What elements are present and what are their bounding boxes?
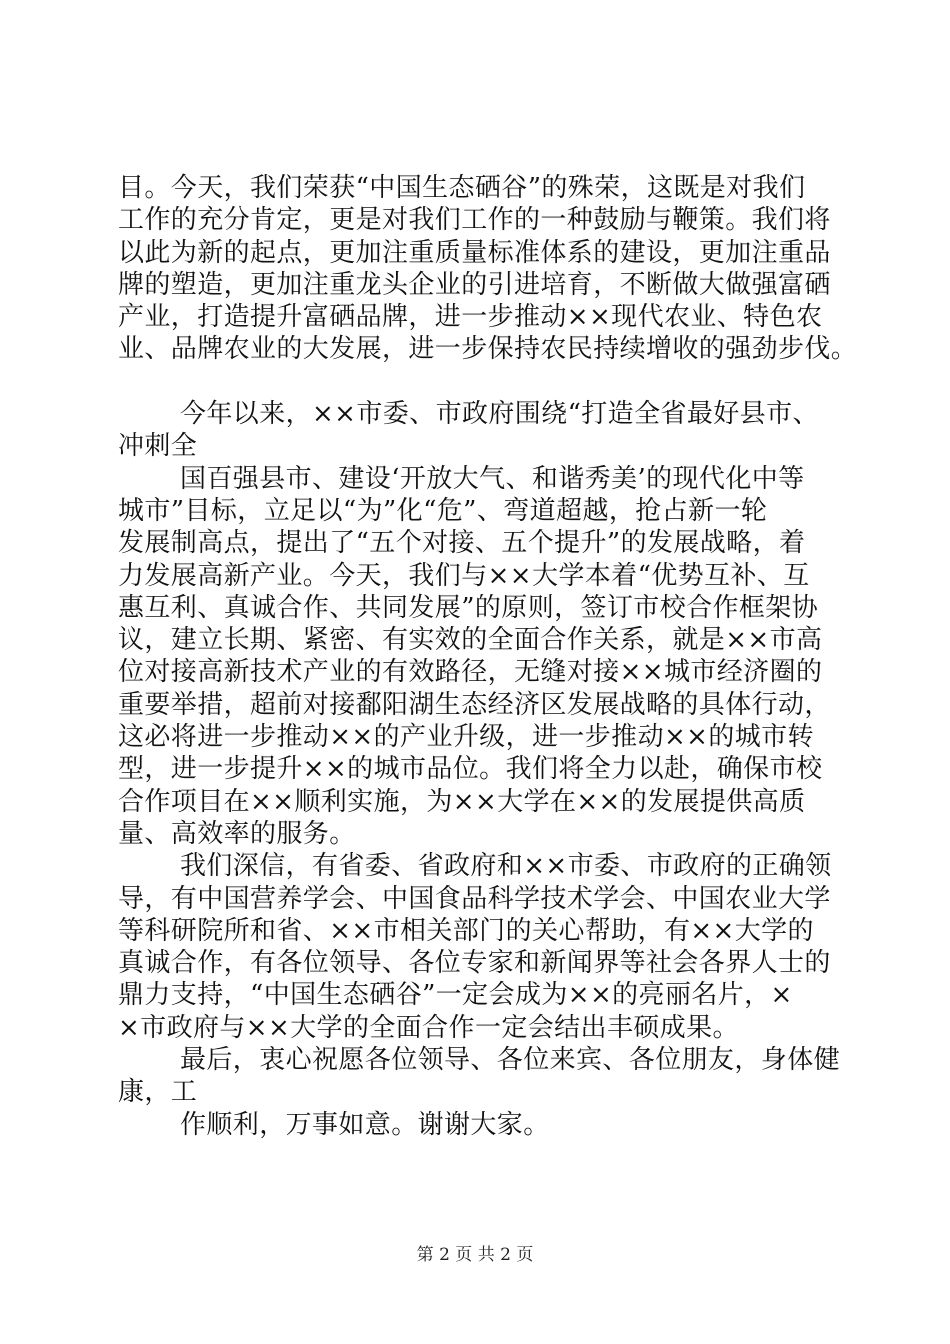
paragraph-spacer bbox=[118, 366, 838, 398]
text-line: 以此为新的起点，更加注重质量标准体系的建设，更加注重品 bbox=[118, 237, 831, 268]
paragraph-block-5 bbox=[118, 1044, 841, 1109]
paragraph-block-2 bbox=[118, 398, 838, 463]
text-line: 冲刺全 bbox=[118, 431, 198, 462]
text-line: 目。今天，我们荣获“中国生态硒谷”的殊荣，这既是对我们 bbox=[118, 173, 806, 203]
text-line: 真诚合作，有各位领导、各位专家和新闻界等社会各界人士的 bbox=[118, 948, 831, 979]
text-line: 位对接高新技术产业的有效路径，无缝对接××城市经济圈的 bbox=[118, 657, 823, 688]
text-line: 产业，打造提升富硒品牌，进一步推动××现代农业、特色农 bbox=[118, 302, 823, 333]
paragraph-block-1 bbox=[118, 172, 858, 366]
text-line: 合作项目在××顺利实施，为××大学在××的发展提供高质 bbox=[118, 786, 806, 817]
text-line: 发展制高点，提出了“五个对接、五个提升”的发展战略，着 bbox=[118, 528, 806, 559]
text-line: ×市政府与××大学的全面合作一定会结出丰硕成果。 bbox=[118, 1012, 739, 1043]
text-line: 惠互利、真诚合作、共同发展”的原则，签订市校合作框架协 bbox=[118, 592, 819, 623]
text-line: 议，建立长期、紧密、有实效的全面合作关系，就是××市高 bbox=[118, 625, 823, 656]
text-line: 等科研院所和省、××市相关部门的关心帮助，有××大学的 bbox=[118, 915, 814, 946]
text-line: 最后，衷心祝愿各位领导、各位来宾、各位朋友，身体健 bbox=[180, 1045, 841, 1076]
text-line: 我们深信，有省委、省政府和××市委、市政府的正确领 bbox=[180, 851, 832, 882]
paragraph-block-6 bbox=[118, 1109, 838, 1141]
text-line: 城市”目标，立足以“为”化“危”、弯道超越，抢占新一轮 bbox=[118, 495, 768, 526]
text-line: 今年以来，××市委、市政府围绕“打造全省最好县市、 bbox=[180, 399, 819, 430]
text-line: 力发展高新产业。今天，我们与××大学本着“优势互补、互 bbox=[118, 560, 810, 591]
document-body bbox=[118, 172, 858, 1141]
text-line: 这必将进一步推动××的产业升级，进一步推动××的城市转 bbox=[118, 722, 814, 753]
text-line: 康，工 bbox=[118, 1077, 198, 1108]
paragraph-block-3 bbox=[118, 463, 838, 851]
text-line: 工作的充分肯定，更是对我们工作的一种鼓励与鞭策。我们将 bbox=[118, 205, 831, 236]
text-line: 重要举措，超前对接鄱阳湖生态经济区发展战略的具体行动， bbox=[118, 689, 831, 720]
text-line: 鼎力支持，“中国生态硒谷”一定会成为××的亮丽名片，× bbox=[118, 980, 793, 1011]
text-line: 业、品牌农业的大发展，进一步保持农民持续增收的强劲步伐。 bbox=[118, 334, 858, 365]
text-line: 型，进一步提升××的城市品位。我们将全力以赴，确保市校 bbox=[118, 754, 823, 785]
text-line: 量、高效率的服务。 bbox=[118, 818, 356, 849]
paragraph-block-4 bbox=[118, 850, 838, 1044]
text-line: 牌的塑造，更加注重龙头企业的引进培育，不断做大做强富硒 bbox=[118, 269, 831, 300]
text-line: 国百强县市、建设‘开放大气、和谐秀美’的现代化中等 bbox=[180, 463, 805, 494]
text-line: 导，有中国营养学会、中国食品科学技术学会、中国农业大学 bbox=[118, 883, 831, 914]
page-footer: 第 2 页 共 2 页 bbox=[416, 1245, 534, 1265]
text-line: 作顺利，万事如意。谢谢大家。 bbox=[180, 1109, 550, 1140]
